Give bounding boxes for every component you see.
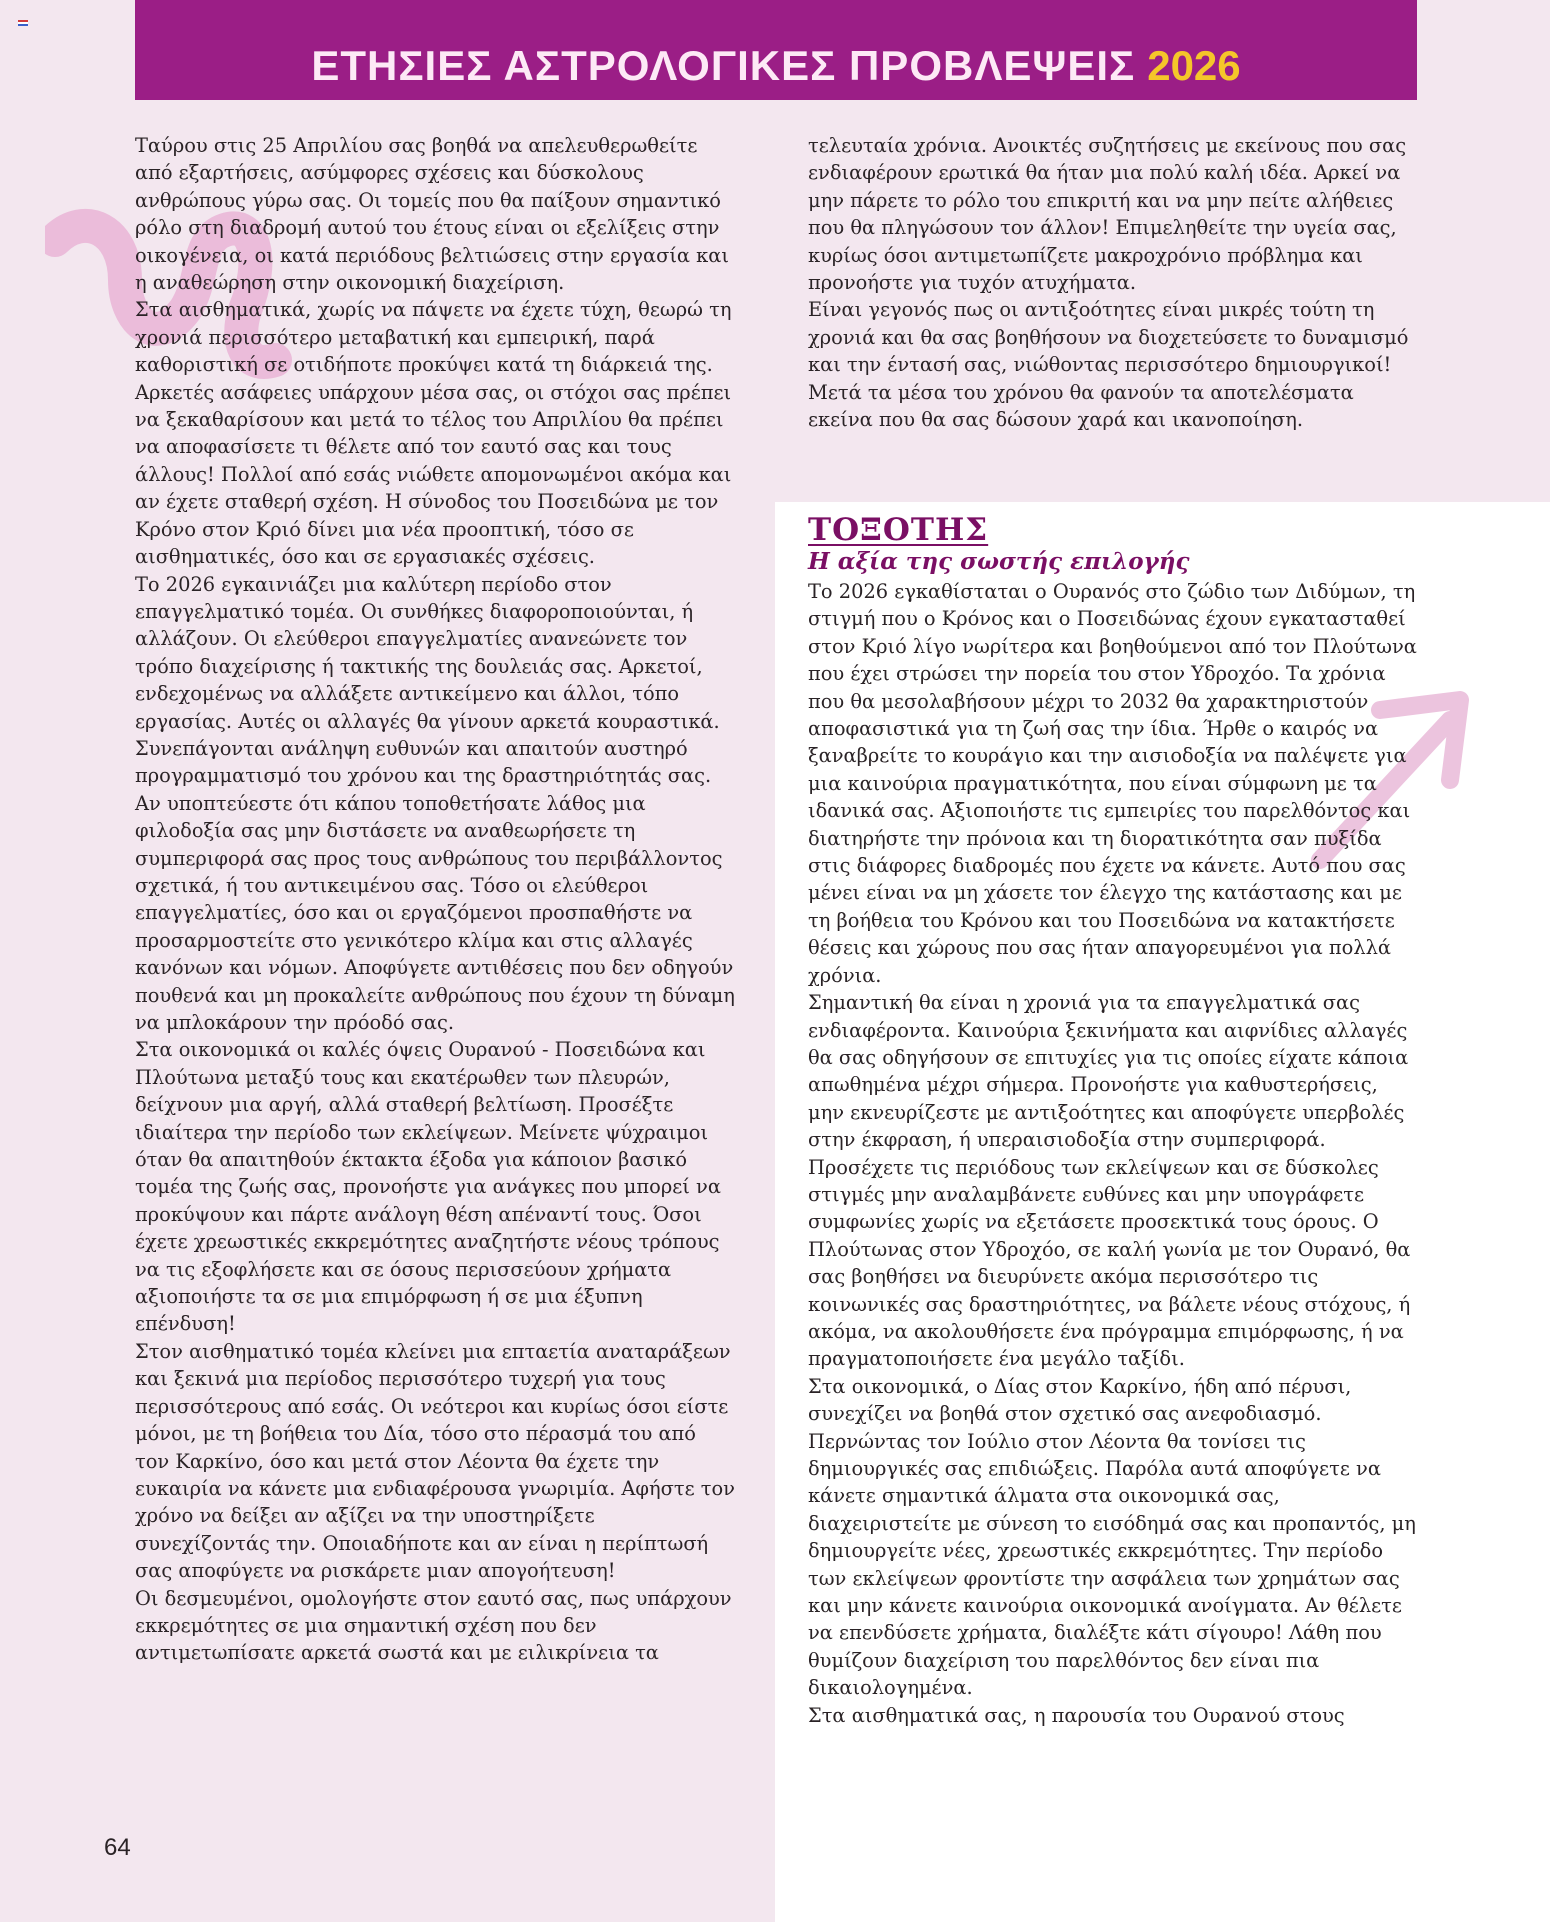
paragraph: Σημαντική θα είναι η χρονιά για τα επαγγελματικά σας ενδιαφέροντα. Καινούρια ξεκινήματα και αιφνίδιες αλλαγές θα σας οδηγήσουν σε επιτυχίες για τις οποίες είχατε κάποια απωθημένα μέχρι σήμερα. Προνοήστε για καθυστερήσεις, μην εκνευρίζεστε με αντιξοότητες και αποφύγετε υπερβολές στην έκφραση, ή υπεραισιοδοξία στην συμπεριφορά. Προσέχετε τις περιόδους των εκλείψεων και σε δύσκολες στιγμές μην αναλαμβάνετε ευθύνες και μην υπογράφετε συμφωνίες χωρίς να εξετάσετε προσεκτικά τους όρους. Ο Πλούτωνας στον Υδροχόο, σε καλή γωνία με τον Ουρανό, θα σας βοηθήσει να διευρύνετε ακόμα περισσότερο τις κοινωνικές σας δραστηριότητες, να βάλετε νέους στόχους, ή ακόμα, να ακολουθήσετε ένα πρόγραμμα επιμόρφωσης, ή να πραγματοποιήσετε ένα μεγάλο ταξίδι. bbox=[808, 991, 1411, 1371]
sign-subtitle: Η αξία της σωστής επιλογής bbox=[808, 548, 1190, 575]
corner-flag-mark bbox=[18, 20, 28, 26]
sign-title: ΤΟΞΟΤΗΣ bbox=[808, 512, 989, 548]
paragraph: Στα οικονομικά, ο Δίας στον Καρκίνο, ήδη από πέρυσι, συνεχίζει να βοηθά στον σχετικό σας ανεφοδιασμό. Περνώντας τον Ιούλιο στον Λέοντα θα τονίσει τις δημιουργικές σας επιδιώξεις. Παρόλα αυτά αποφύγετε να κάνετε σημαντικά άλματα στα οικονομικά σας, διαχειριστείτε με σύνεση το εισόδημά σας και προπαντός, μη δημιουργείτε νέες, χρεωστικές εκκρεμότητες. Την περίοδο των εκλείψεων φροντίστε την ασφάλεια των χρημάτων σας και μην κάνετε καινούρια οικονομικά ανοίγματα. Αν θέλετε να επενδύσετε χρήματα, διαλέξτε κάτι σίγουρο! Λάθη που θυμίζουν διαχείριση του παρελθόντος δεν είναι πια δικαιολογημένα. bbox=[808, 1374, 1416, 1700]
header-title: ΕΤΗΣΙΕΣ ΑΣΤΡΟΛΟΓΙΚΕΣ ΠΡΟΒΛΕΨΕΙΣ bbox=[311, 42, 1136, 89]
page-number: 64 bbox=[104, 1834, 131, 1861]
paragraph: Στα οικονομικά οι καλές όψεις Ουρανού - Ποσειδώνα και Πλούτωνα μεταξύ τους και εκατέρωθεν των πλευρών, δείχνουν μια αργή, αλλά σταθερή βελτίωση. Προσέξτε ιδιαίτερα την περίοδο των εκλείψεων. Μείνετε ψύχραιμοι όταν θα απαιτηθούν έκτακτα έξοδα για κάποιον βασικό τομέα της ζωής σας, προνοήστε για ανάγκες που μπορεί να προκύψουν και πάρτε ανάλογη θέση απέναντί τους. Όσοι έχετε χρεωστικές εκκρεμότητες αναζητήστε νέους τρόπους να τις εξοφλήσετε και σε όσους περισσεύουν χρήματα αξιοποιήστε τα σε μια επιμόρφωση ή σε μια έξυπνη επένδυση! bbox=[135, 1038, 721, 1336]
paragraph: Στα αισθηματικά, χωρίς να πάψετε να έχετε τύχη, θεωρώ τη χρονιά περισσότερο μεταβατική και εμπειρική, παρά καθοριστική σε οτιδήποτε προκύψει κατά τη διάρκειά της. Αρκετές ασάφειες υπάρχουν μέσα σας, οι στόχοι σας πρέπει να ξεκαθαρίσουν και μετά το τέλος του Απριλίου θα πρέπει να αποφασίσετε τι θέλετε από τον εαυτό σας και τους άλλους! Πολλοί από εσάς νιώθετε απομονωμένοι ακόμα και αν έχετε σταθερή σχέση. Η σύνοδος του Ποσειδώνα με τον Κρόνο στον Κριό δίνει μια νέα προοπτική, τόσο σε αισθηματικές, όσο και σε εργασιακές σχέσεις. bbox=[135, 298, 732, 569]
header-bar bbox=[135, 0, 1417, 100]
right-top-text-column bbox=[808, 132, 1418, 433]
paragraph: Το 2026 εγκαινιάζει μια καλύτερη περίοδο στον επαγγελματικό τομέα. Οι συνθήκες διαφοροποιούνται, ή αλλάζουν. Οι ελεύθεροι επαγγελματίες ανανεώνετε τον τρόπο διαχείρισης ή τακτικής της δουλειάς σας. Αρκετοί, ενδεχομένως να αλλάξετε αντικείμενο και άλλοι, τόπο εργασίας. Αυτές οι αλλαγές θα γίνουν αρκετά κουραστικά. Συνεπάγονται ανάληψη ευθυνών και απαιτούν αυστηρό προγραμματισμό του χρόνου και της δραστηριότητάς σας. Αν υποπτεύεστε ότι κάπου τοποθετήσατε λάθος μια φιλοδοξία σας μην διστάσετε να αναθεωρήσετε τη συμπεριφορά σας προς τους ανθρώπους του περιβάλλοντος σχετικά, ή του αντικειμένου σας. Τόσο οι ελεύθεροι επαγγελματίες, όσο και οι εργαζόμενοι προσπαθήστε να προσαρμοστείτε στο γενικότερο κλίμα και στις αλλαγές κανόνων και νόμων. Αποφύγετε αντιθέσεις που δεν οδηγούν πουθενά και μη προκαλείτε ανθρώπους που έχουν τη δύναμη να μπλοκάρουν την πρόοδό σας. bbox=[135, 572, 735, 1034]
paragraph: Στα αισθηματικά σας, η παρουσία του Ουρανού στους bbox=[808, 1703, 1345, 1727]
paragraph: τελευταία χρόνια. Ανοικτές συζητήσεις με εκείνους που σας ενδιαφέρουν ερωτικά θα ήταν μια πολύ καλή ιδέα. Αρκεί να μην πάρετε το ρόλο του επικριτή και να μην πείτε αλήθειες που θα πληγώσουν τον άλλον! Επιμεληθείτε την υγεία σας, κυρίως όσοι αντιμετωπίζετε μακροχρόνιο πρόβλημα και προνοήστε για τυχόν ατυχήματα. bbox=[808, 134, 1407, 295]
paragraph: Οι δεσμευμένοι, ομολογήστε στον εαυτό σας, πως υπάρχουν εκκρεμότητες σε μια σημαντική σχέση που δεν αντιμετωπίσατε αρκετά σωστά και με ειλικρίνεια τα bbox=[135, 1586, 732, 1665]
paragraph: Στον αισθηματικό τομέα κλείνει μια επταετία αναταράξεων και ξεκινά μια περίοδος περισσότερο τυχερή για τους περισσότερους από εσάς. Οι νεότεροι και κυρίως όσοι είστε μόνοι, με τη βοήθεια του Δία, τόσο στο πέρασμά του από τον Καρκίνο, όσο και μετά στον Λέοντα θα έχετε την ευκαιρία να κάνετε μια ενδιαφέρουσα γνωριμία. Αφήστε τον χρόνο να δείξει αν αξίζει να την υποστηρίξετε συνεχίζοντάς την. Οποιαδήποτε και αν είναι η περίπτωσή σας αποφύγετε να ρισκάρετε μιαν απογοήτευση! bbox=[135, 1339, 735, 1583]
header-year: 2026 bbox=[1147, 42, 1241, 89]
paragraph: Το 2026 εγκαθίσταται ο Ουρανός στο ζώδιο των Διδύμων, τη στιγμή που ο Κρόνος και ο Ποσειδώνας έχουν εγκατασταθεί στον Κριό λίγο νωρίτερα και βοηθούμενοι από τον Πλούτωνα που έχει στρώσει την πορεία του στον Υδροχόο. Τα χρόνια που θα μεσολαβήσουν μέχρι το 2032 θα χαρακτηριστούν αποφασιστικά για τη ζωή σας την ίδια. Ήρθε ο καιρός να ξαναβρείτε το κουράγιο και την αισιοδοξία να παλέψετε για μια καινούρια πραγματικότητα, που είναι σύμφωνη με τα ιδανικά σας. Αξιοποιήστε τις εμπειρίες του παρελθόντος και διατηρήστε την πρόνοια και τη διορατικότητα σαν πυξίδα στις διάφορες διαδρομές που έχετε να κάνετε. Αυτό που σας μένει είναι να μη χάσετε τον έλεγχο της κατάστασης και με τη βοήθεια του Κρόνου και του Ποσειδώνα να κατακτήσετε θέσεις και χώρους που σας ήταν απαγορευμένοι για πολλά χρόνια. bbox=[808, 580, 1417, 987]
left-text-column bbox=[135, 132, 735, 1667]
paragraph: Είναι γεγονός πως οι αντιξοότητες είναι μικρές τούτη τη χρονιά και θα σας βοηθήσουν να διοχετεύσετε το δυναμισμό και την έντασή σας, νιώθοντας περισσότερο δημιουργικοί! Μετά τα μέσα του χρόνου θα φανούν τα αποτελέσματα εκείνα που θα σας δώσουν χαρά και ικανοποίηση. bbox=[808, 298, 1409, 432]
sign-text-column bbox=[808, 578, 1418, 1729]
paragraph: Ταύρου στις 25 Απριλίου σας βοηθά να απελευθερωθείτε από εξαρτήσεις, ασύμφορες σχέσεις και δύσκολους ανθρώπους γύρω σας. Οι τομείς που θα παίξουν σημαντικό ρόλο στη διαδρομή αυτού του έτους είναι οι εξελίξεις στην οικογένεια, οι κατά περιόδους βελτιώσεις στην εργασία και η αναθεώρηση στην οικονομική διαχείριση. bbox=[135, 134, 729, 295]
